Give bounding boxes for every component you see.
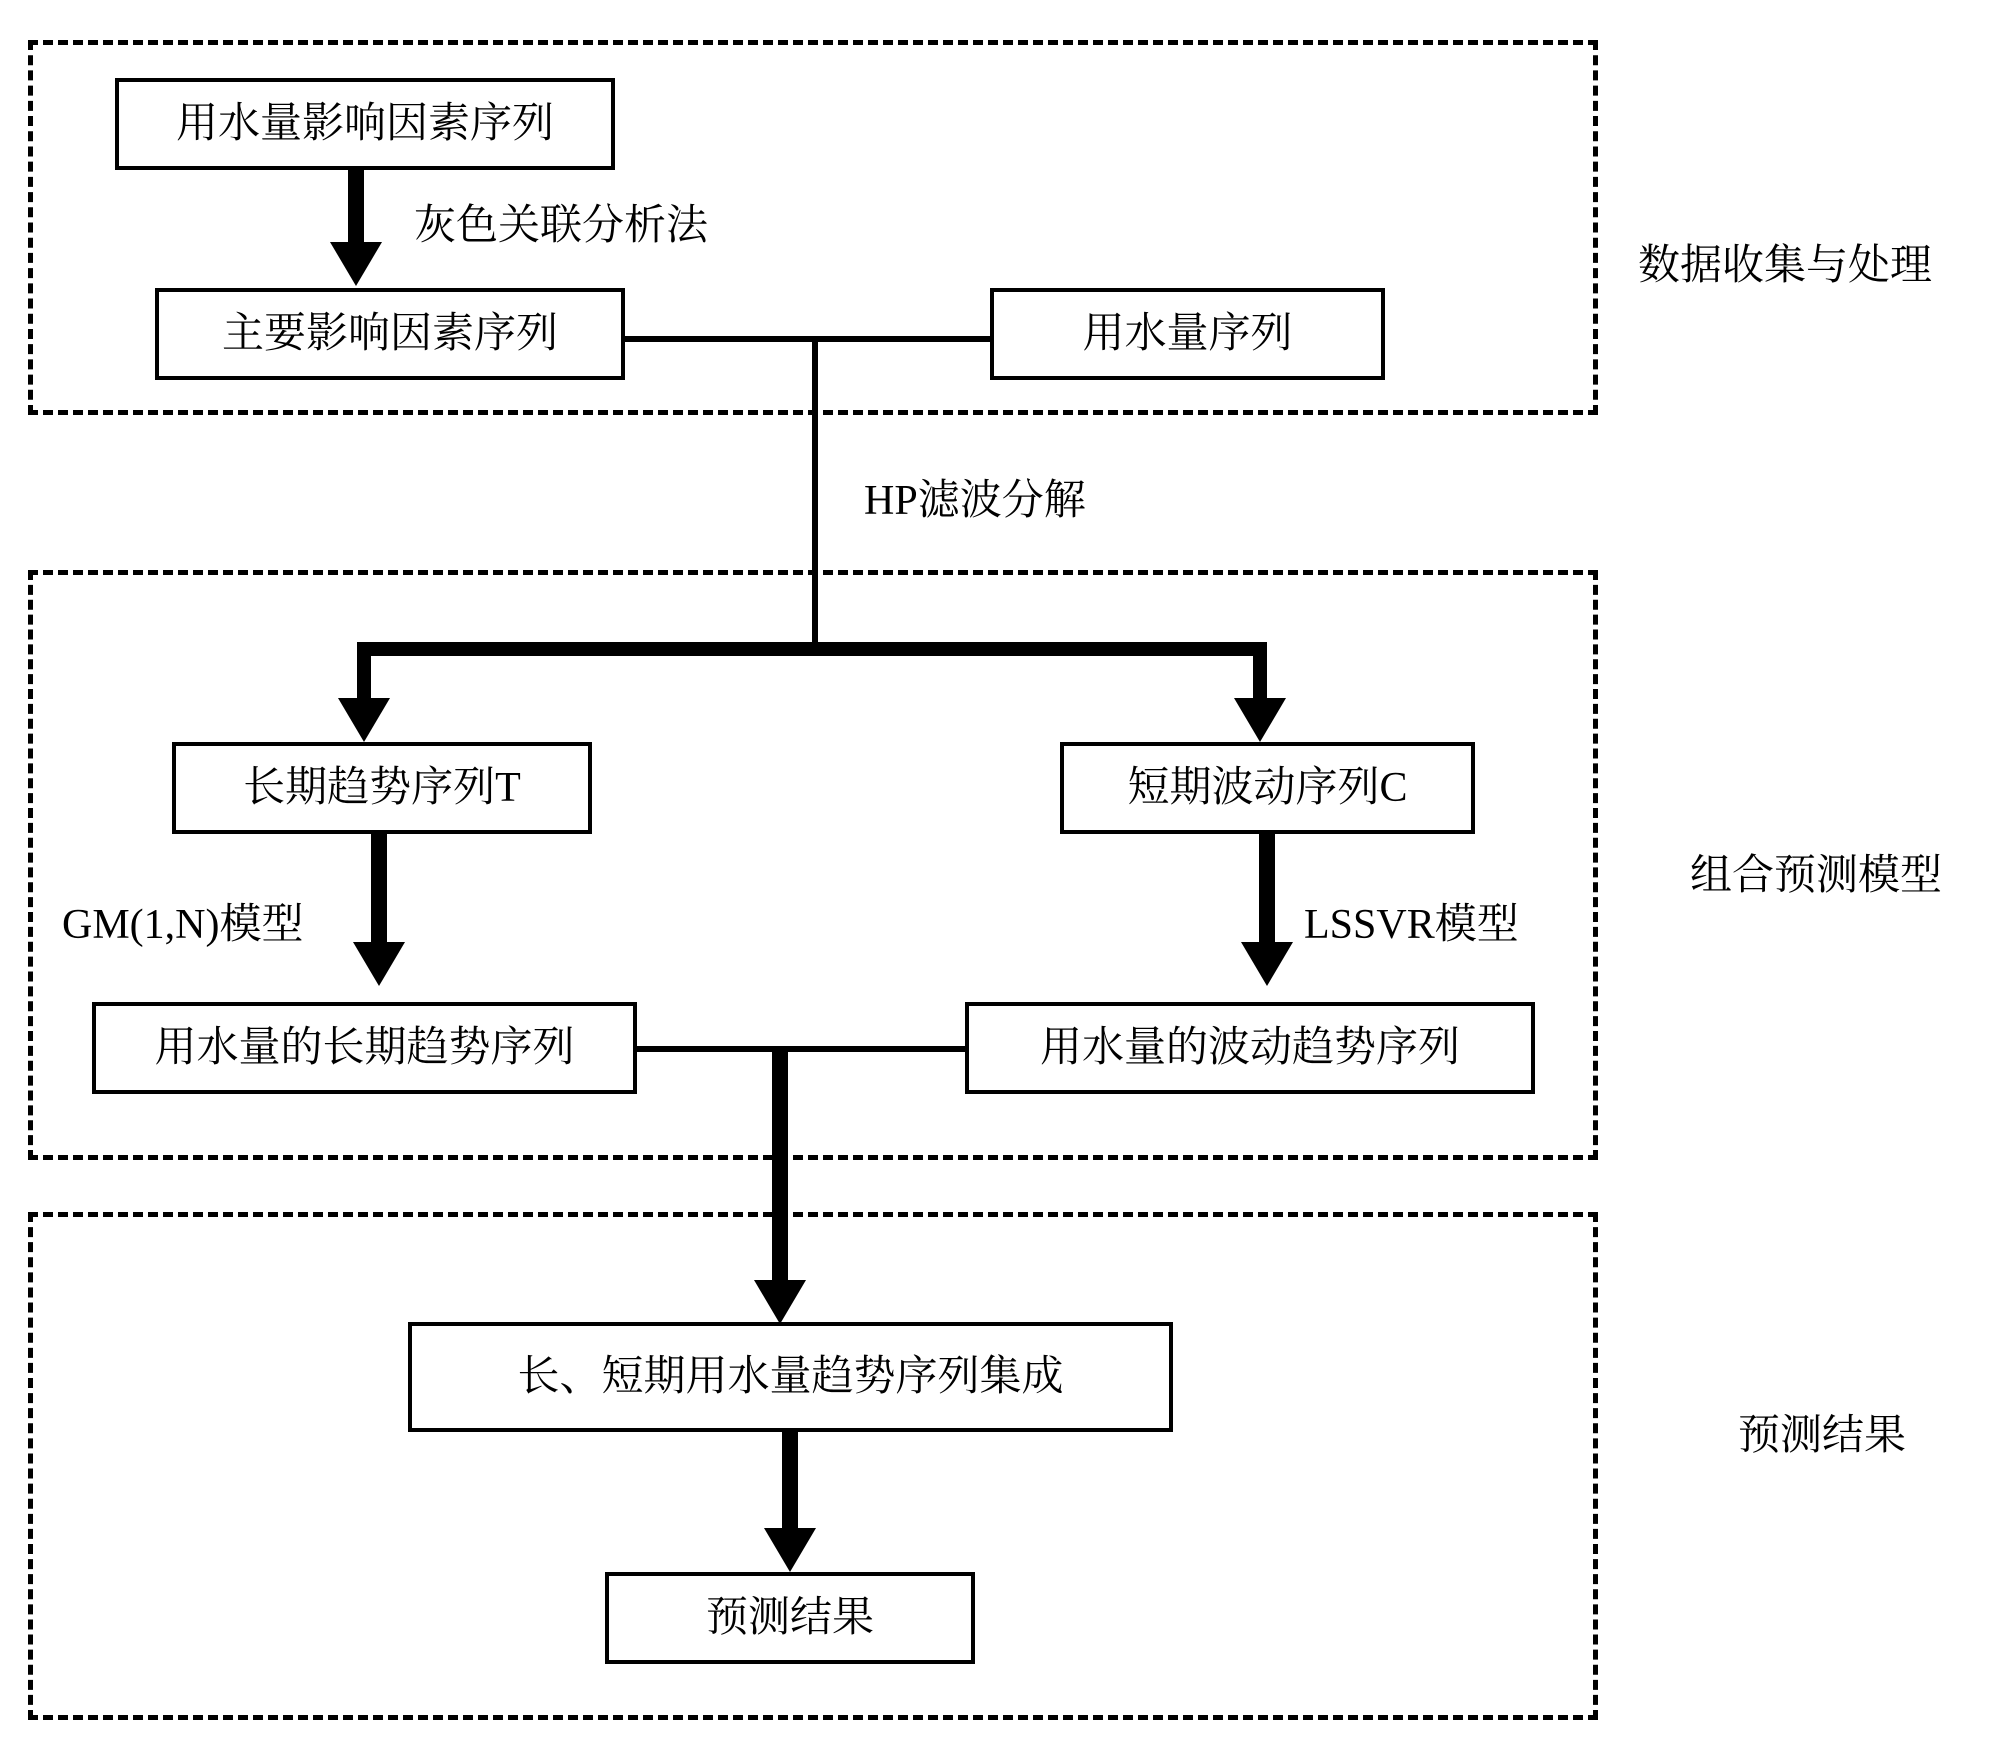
edge-n5-n7-shaft	[1259, 834, 1275, 948]
node-water-use-fluctuation-trend-series: 用水量的波动趋势序列	[965, 1002, 1535, 1094]
node-long-term-trend-series-t: 长期趋势序列T	[172, 742, 592, 834]
edge-n8-n9-arrowhead	[760, 1524, 820, 1572]
node-main-influencing-factor-series: 主要影响因素序列	[155, 288, 625, 380]
group-label-forecast-result: 预测结果	[1738, 1413, 1907, 1459]
edge-n4-n6-shaft	[371, 834, 387, 948]
node-water-use-series: 用水量序列	[990, 288, 1385, 380]
node-water-use-long-term-trend-series: 用水量的长期趋势序列	[92, 1002, 637, 1094]
node-forecast-result: 预测结果	[605, 1572, 975, 1664]
edge-label-gm1n-model: GM(1,N)模型	[58, 904, 307, 946]
group-label-combined-forecast-model: 组合预测模型	[1690, 853, 1943, 899]
node-water-use-influencing-factor-series: 用水量影响因素序列	[115, 78, 615, 170]
edge-label-hp-filter-decomposition: HP滤波分解	[860, 480, 1090, 522]
edge-label-lssvr-model: LSSVR模型	[1300, 904, 1523, 946]
edge-n8-n9-shaft	[782, 1432, 798, 1534]
group-label-data-collection: 数据收集与处理	[1638, 243, 1933, 289]
edge-n6-n7-horizontal	[637, 1046, 965, 1052]
edge-n4-n6-arrowhead	[349, 938, 409, 986]
edge-n1-n2-arrowhead	[326, 238, 386, 286]
edge-label-grey-relational-analysis: 灰色关联分析法	[410, 205, 712, 247]
edge-n5-n7-arrowhead	[1237, 938, 1297, 986]
edge-n1-n2-shaft	[348, 170, 364, 248]
edge-n2-n3-horizontal	[625, 336, 990, 342]
node-long-short-term-series-integration: 长、短期用水量趋势序列集成	[408, 1322, 1173, 1432]
node-short-term-fluctuation-series-c: 短期波动序列C	[1060, 742, 1475, 834]
